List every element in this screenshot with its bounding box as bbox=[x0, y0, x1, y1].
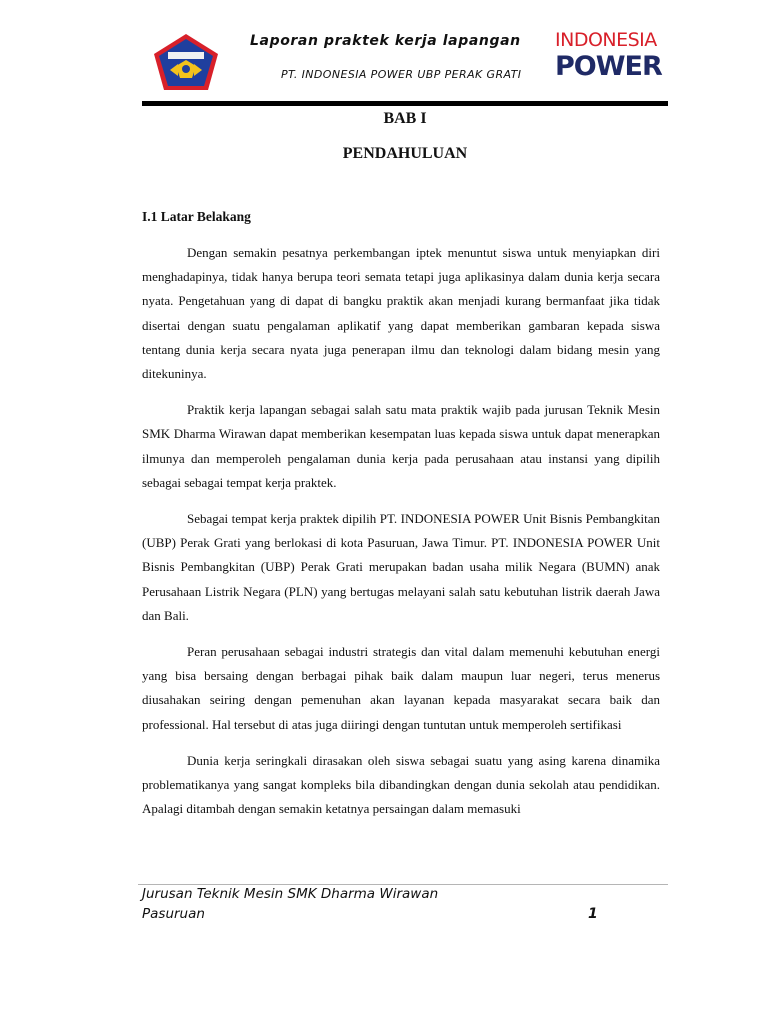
paragraph: Dengan semakin pesatnya perkembangan iptek menuntut siswa untuk menyiapkan diri menghadapinya, tidak hanya berupa teori semata tetapi juga aplikasinya dalam dunia kerja secara nyata. Pengetahuan yang di dapat di bangku praktik akan menjadi kurang bermanfaat jika tidak disertai dengan suatu pengalaman aplikatif yang dapat memberikan gambaran kepada siswa tentang dunia kerja secara nyata juga penerapan ilmu dan teknologi dalam bidang mesin yang ditekuninya. bbox=[142, 245, 660, 382]
paragraph: Dunia kerja seringkali dirasakan oleh siswa sebagai suatu yang asing karena dinamika problematikanya yang sangat kompleks bila dibandingkan dengan dunia sekolah atau pendidikan. Apalagi ditambah dengan semakin ketatnya persaingan dalam memasuki bbox=[142, 752, 660, 817]
brand-logo-top-text: INDONESIA bbox=[555, 29, 657, 51]
header-divider bbox=[142, 101, 668, 106]
paragraph: Sebagai tempat kerja praktek dipilih PT. INDONESIA POWER Unit Bisnis Pembangkitan (UBP) Perak Grati yang berlokasi di kota Pasuruan, Jawa Timur. PT. INDONESIA POWER Unit Bisnis Pembangkitan (UBP) Perak Grati merupakan badan usaha milik Negara (BUMN) anak Perusahaan Listrik Negara (PLN) yang bertugas melayani salah satu kebutuhan listrik daerah Jawa dan Bali. bbox=[142, 511, 660, 623]
report-header-title: Laporan praktek kerja lapangan bbox=[250, 33, 521, 49]
school-emblem-icon bbox=[152, 32, 220, 92]
report-header-subtitle: PT. INDONESIA POWER UBP PERAK GRATI bbox=[281, 68, 522, 81]
brand-logo-bottom-text: POWER bbox=[555, 51, 662, 82]
section-body bbox=[142, 241, 660, 821]
indonesia-power-logo bbox=[555, 28, 662, 92]
chapter-title: BAB I bbox=[383, 110, 427, 127]
paragraph: Peran perusahaan sebagai industri strategis dan vital dalam memenuhi kebutuhan energi yang bisa bersaing dengan berbagai pihak baik dalam maupun luar negeri, terus menerus diusahakan seiring dengan pemenuhan akan layanan kepada masyarakat secara baik dan professional. Hal tersebut di atas juga diiringi dengan tuntutan untuk memperoleh sertifikasi bbox=[142, 644, 660, 732]
section-heading: I.1 Latar Belakang bbox=[142, 209, 251, 224]
footer-department: Jurusan Teknik Mesin SMK Dharma Wirawan Pasuruan bbox=[142, 886, 439, 922]
paragraph: Praktik kerja lapangan sebagai salah satu mata praktik wajib pada jurusan Teknik Mesin SMK Dharma Wirawan dapat memberikan kesempatan luas kepada siswa untuk dapat menerapkan ilmunya dan memperoleh pengalaman dunia kerja pada perusahaan atau instansi yang dipilih sebagai sebagai tempat kerja praktek. bbox=[142, 402, 660, 490]
page-number: 1 bbox=[588, 906, 598, 922]
chapter-subtitle: PENDAHULUAN bbox=[342, 145, 468, 162]
